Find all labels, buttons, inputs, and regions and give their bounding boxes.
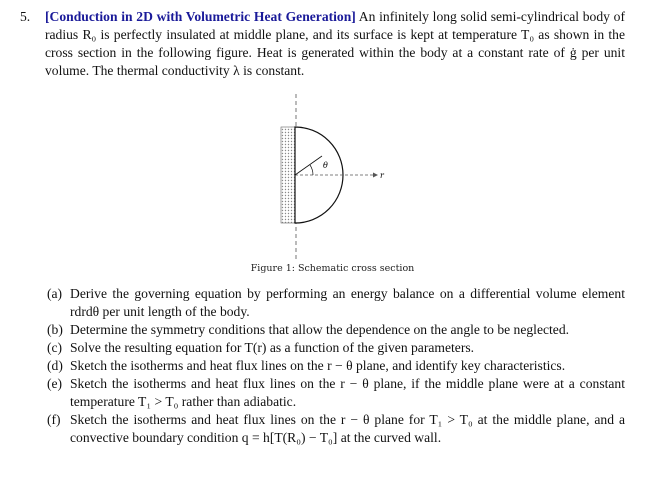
r-axis-arrow bbox=[373, 173, 378, 178]
problem-description: An infinitely long solid semi-cylindrical body of radius R₀ is perfectly insulated at middle plane, and its surface is kept at temperature T₀ as shown in the cross section in the following figure. Heat is generated within the body at a constant rate of ġ per unit volume. The thermal conductivity λ is constant. bbox=[45, 9, 625, 78]
part-b-label: (b) bbox=[47, 322, 63, 337]
question-parts bbox=[47, 285, 625, 447]
part-f bbox=[47, 411, 625, 447]
part-e-text: Sketch the isotherms and heat flux lines on the r − θ plane, if the middle plane were at a constant temperature T₁ > T₀ rather than adiabatic. bbox=[70, 376, 625, 409]
schematic-figure bbox=[230, 92, 430, 267]
insulation-layer bbox=[281, 127, 295, 223]
part-e bbox=[47, 375, 625, 411]
semi-cylinder-diagram bbox=[230, 92, 430, 267]
part-a-text: Derive the governing equation by performing an energy balance on a differential volume element rdrdθ per unit length of the body. bbox=[70, 286, 625, 319]
part-d-text: Sketch the isotherms and heat flux lines on the r − θ plane, and identify key characteristics. bbox=[70, 358, 566, 373]
problem-body bbox=[45, 8, 625, 80]
part-f-text: Sketch the isotherms and heat flux lines on the r − θ plane for T₁ > T₀ at the middle plane, and a convective boundary condition q = h[T(R₀) − T₀] at the curved wall. bbox=[70, 412, 625, 445]
problem-number: 5. bbox=[20, 9, 31, 24]
part-b-text: Determine the symmetry conditions that allow the dependence on the angle to be neglected. bbox=[70, 322, 570, 337]
part-d-label: (d) bbox=[47, 358, 63, 373]
theta-label: θ bbox=[323, 161, 328, 170]
part-d bbox=[47, 357, 625, 375]
part-c bbox=[47, 339, 625, 357]
problem-title: [Conduction in 2D with Volumetric Heat Generation] bbox=[45, 9, 356, 24]
part-a-label: (a) bbox=[47, 286, 63, 301]
figure-caption: Figure 1: Schematic cross section bbox=[250, 263, 415, 274]
part-f-label: (f) bbox=[47, 412, 61, 427]
part-c-text: Solve the resulting equation for T(r) as a function of the given parameters. bbox=[70, 340, 475, 355]
part-b bbox=[47, 321, 625, 339]
r-label: r bbox=[380, 171, 384, 180]
part-c-label: (c) bbox=[47, 340, 63, 355]
part-a bbox=[47, 285, 625, 321]
part-e-label: (e) bbox=[47, 376, 63, 391]
problem-statement bbox=[20, 8, 625, 80]
